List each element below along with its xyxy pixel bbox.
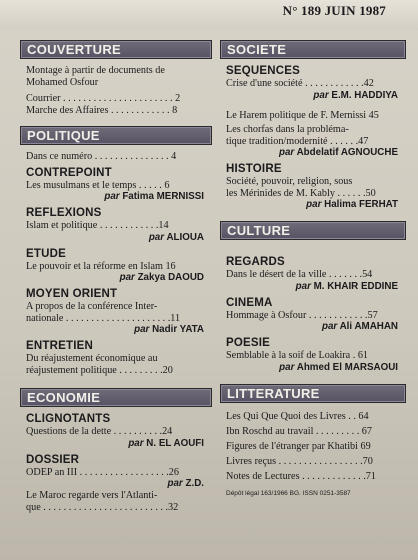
toc-entry[interactable]: A propos de la conférence Inter- (26, 301, 158, 312)
rubric-poesie: POESIE (226, 337, 271, 349)
toc-entry[interactable]: Les musulmans et le temps . . . . . 6 (26, 179, 170, 191)
toc-entry[interactable]: réajustement politique . . . . . . . . .20 (26, 364, 173, 376)
toc-entry[interactable]: tique tradition/modernité . . . . . .47 (226, 135, 369, 147)
author-credit: par ALIOUA (148, 231, 204, 243)
toc-entry[interactable]: Le Harem politique de F. Mernissi 45 (226, 109, 379, 121)
rubric-dossier: DOSSIER (26, 453, 80, 466)
toc-entry-courrier[interactable]: Courrier . . . . . . . . . . . . . . . . . . . . . . 2 (26, 93, 181, 104)
author-credit: par Fatima MERNISSI (104, 191, 204, 202)
right-column (220, 36, 406, 499)
toc-entry[interactable]: Questions de la dette . . . . . . . . . .24 (26, 426, 173, 437)
toc-entry[interactable]: Livres reçus . . . . . . . . . . . . . . . . .70 (226, 455, 373, 467)
section-societe: SOCIETE (220, 40, 406, 59)
author-credit: par M. KHAIR EDDINE (295, 280, 398, 292)
toc-entry[interactable]: Dans le désert de la ville . . . . . . .54 (226, 269, 373, 280)
toc-entry[interactable]: Le pouvoir et la réforme en Islam 16 (26, 260, 176, 272)
rubric-contrepoint: CONTREPOINT (26, 166, 112, 179)
section-culture: CULTURE (220, 221, 406, 240)
toc-entry[interactable]: les Mérinides de M. Kably . . . . . .50 (226, 187, 376, 199)
page-header (0, 0, 418, 30)
toc-entry[interactable]: ODEP an III . . . . . . . . . . . . . . . . . .26 (26, 466, 179, 478)
author-credit: par Zakya DAOUD (119, 272, 204, 283)
legal-notice: Dépôt légal 163/1966 BG. ISSN 0251-3587 (226, 489, 351, 497)
toc-entry-marche[interactable]: Marche des Affaires . . . . . . . . . . . . 8 (26, 104, 178, 116)
author-credit: par Nadir YATA (134, 324, 204, 335)
author-credit: par Z.D. (167, 478, 204, 489)
rubric-entretien: ENTRETIEN (26, 340, 93, 352)
issue-number: N° 189 JUIN 1987 (282, 3, 386, 18)
toc-entry[interactable]: Islam et politique . . . . . . . . . . . .14 (26, 220, 169, 231)
section-politique: POLITIQUE (20, 126, 212, 145)
author-credit: par Abdelatif AGNOUCHE (278, 147, 398, 158)
toc-entry[interactable]: nationale . . . . . . . . . . . . . . . . . . . . .11 (26, 312, 181, 324)
toc-entry[interactable]: Société, pouvoir, religion, sous (226, 176, 353, 187)
section-litterature: LITTERATURE (220, 384, 406, 403)
toc-entry[interactable]: Les Qui Que Quoi des Livres . . 64 (226, 410, 369, 422)
toc-entry[interactable]: Crise d'une société . . . . . . . . . . . .42 (226, 78, 374, 89)
toc-entry-dans-ce-numero[interactable]: Dans ce numéro . . . . . . . . . . . . . . . 4 (26, 151, 177, 162)
rubric-reflexions: REFLEXIONS (26, 207, 102, 219)
toc-entry[interactable]: Le Maroc regarde vers l'Atlanti- (26, 490, 158, 501)
toc-entry[interactable]: Figures de l'étranger par Khatibi 69 (226, 440, 371, 452)
toc-entry[interactable]: Du réajustement économique au (26, 353, 158, 364)
cover-credit-line: Montage à partir de documents de (26, 65, 165, 76)
author-credit: par Ali AMAHAN (321, 321, 398, 332)
cover-credit-line: Mohamed Osfour (26, 76, 99, 88)
author-credit: par Halima FERHAT (306, 199, 398, 210)
section-couverture: COUVERTURE (20, 40, 212, 59)
rubric-moyen-orient: MOYEN ORIENT (26, 288, 118, 300)
section-economie: ECONOMIE (20, 388, 212, 407)
toc-entry[interactable]: Notes de Lectures . . . . . . . . . . . . .71 (226, 470, 376, 482)
rubric-etude: ETUDE (26, 247, 66, 260)
toc-entry[interactable]: Hommage à Osfour . . . . . . . . . . . .57 (226, 309, 378, 321)
author-credit: par E.M. HADDIYA (313, 89, 398, 101)
left-column (20, 36, 212, 513)
toc-entry[interactable]: Les chorfas dans la probléma- (226, 124, 349, 135)
author-credit: par Ahmed El MARSAOUI (279, 361, 398, 373)
rubric-cinema: CINEMA (226, 296, 273, 309)
rubric-clignotants: CLIGNOTANTS (26, 413, 111, 425)
rubric-histoire: HISTOIRE (226, 163, 282, 175)
rubric-regards: REGARDS (226, 256, 285, 268)
author-credit: par N. EL AOUFI (128, 437, 204, 449)
toc-entry[interactable]: que . . . . . . . . . . . . . . . . . . . . . . . . .32 (26, 501, 179, 513)
toc-entry[interactable]: Ibn Roschd au travail . . . . . . . . . 67 (226, 425, 372, 437)
rubric-sequences: SEQUENCES (226, 65, 301, 77)
toc-entry[interactable]: Semblable à la soif de Loakira . 61 (226, 350, 369, 361)
